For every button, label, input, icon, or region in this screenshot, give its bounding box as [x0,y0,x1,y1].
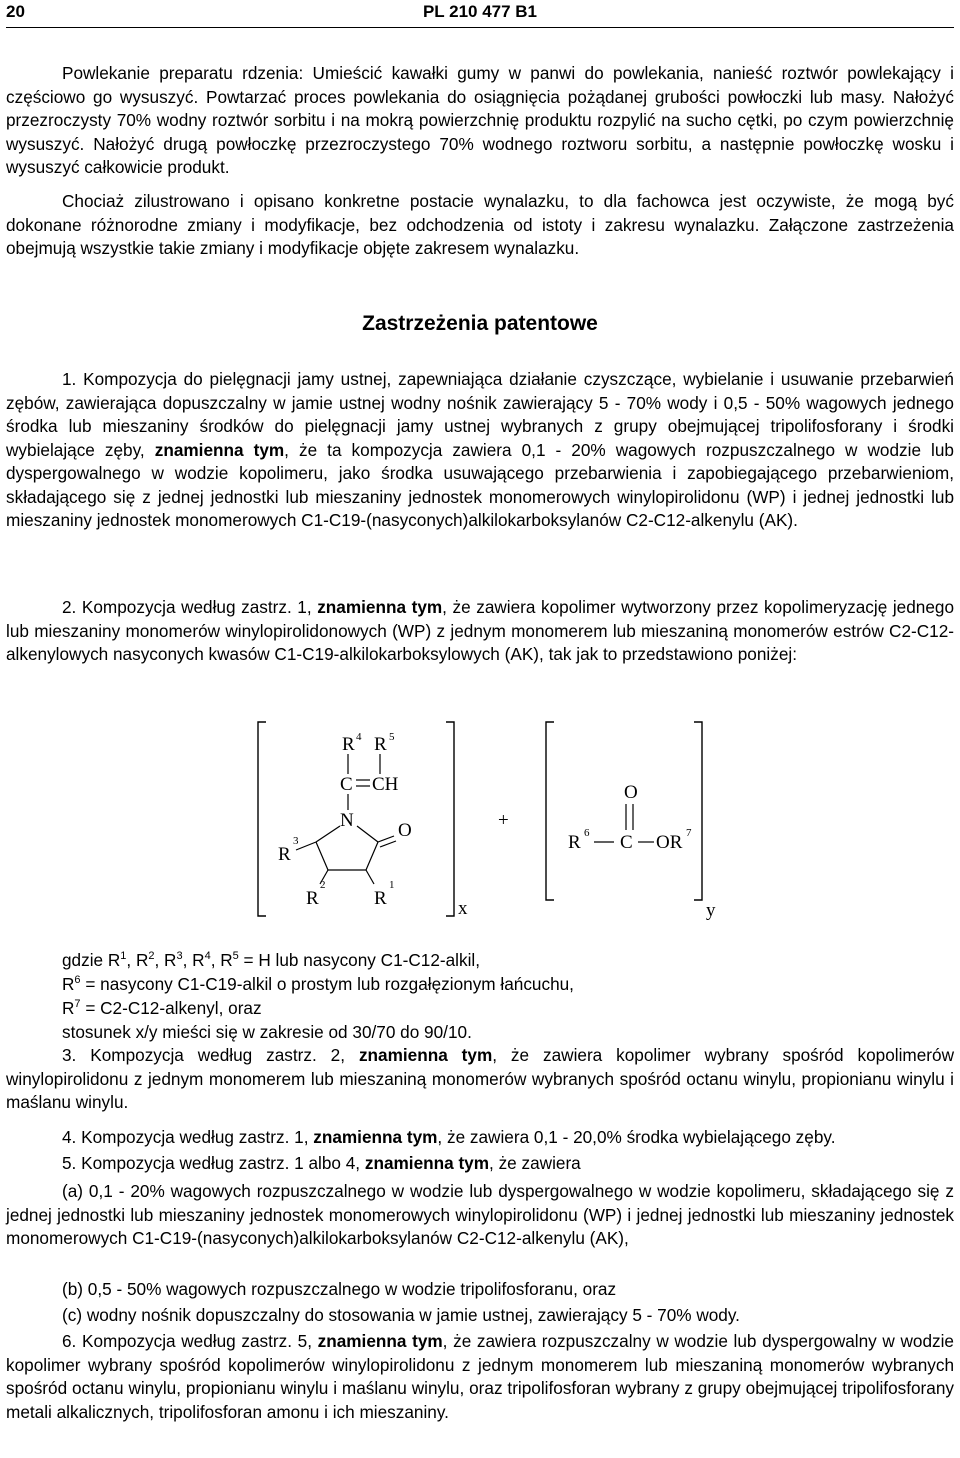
carbonyl-bond-b [380,841,396,847]
claim-5: 5. Kompozycja według zastrz. 1 albo 4, znamienna tym, że zawiera [62,1153,581,1173]
definition-r1-r5: gdzie $R^1$, $R^2$, $R^3$, $R^4$, $R^5 = H$ lub nasycony C1-C12-alkil, [62,950,480,970]
copolymer-structure-formula [258,718,738,930]
bond-r1 [366,870,374,884]
n-label: N [340,810,354,831]
r4-label: R [342,734,355,755]
claim-2: 2. Kompozycja według zastrz. 1, znamienna tym, że zawiera kopolimer wytworzony przez kopolimeryzację jednego lub mieszaniny monomerów winylopirolidonowych (WP) z jednym monomerem lub mieszaniną monomerów estrów C2-C12-alkenylowych nasyconych kwasów C1-C19-alkilokarboksylowych (AK), tak jak to przedstawiono poniżej: [6,597,955,664]
subscript-y: y [706,900,716,921]
claim-3-keyword: znamienna tym [358,1045,493,1065]
page-header [6,2,954,26]
right-bracket-2 [694,722,702,900]
r2-sup: 2 [320,879,326,891]
ring-bond-n-c3 [316,826,340,842]
left-bracket-1 [258,722,266,916]
page-number: 20 [6,2,25,21]
right-bracket-1 [446,722,454,916]
subscript-x: x [458,898,468,919]
or7-label: OR [656,832,683,853]
claim-2-keyword: znamienna tym [317,597,443,617]
r6-label: R [568,832,581,853]
ring-bond-co-c1 [366,842,378,870]
definition-ratio: stosunek x/y mieści się w zakresie od 30/70 do 90/10. [62,1022,472,1042]
ring-bond-c3-c2 [316,842,328,870]
r2-label: R [306,888,319,909]
intro-paragraph-scope: Chociaż zilustrowano i opisano konkretne postacie wynalazku, to dla fachowca jest oczywiste, że mogą być dokonane różnorodne zmiany i modyfikacje, bez odchodzenia od istoty i zakresu wynalazku. Załączone zastrzeżenia obejmują wszystkie takie zmiany i modyfikacje objęte zakresem wynalazku. [6,191,954,258]
r7-sup: 7 [686,827,692,839]
ch-label: CH [372,774,399,795]
ring-bond-n-co [357,826,378,842]
claim-4: 4. Kompozycja według zastrz. 1, znamienna tym, że zawiera 0,1 - 20,0% środka wybielającego zęby. [62,1127,836,1147]
claim-1-keyword: znamienna tym [154,439,285,460]
r5-sup: 5 [389,731,395,743]
ester-c-label: C [620,832,633,853]
left-bracket-2 [546,722,554,900]
claim-6: 6. Kompozycja według zastrz. 5, znamienna tym, że zawiera rozpuszczalny w wodzie lub dyspergowalny w wodzie kopolimer wybrany spośród kopolimerów winylopirolidonu z jednym monomerem lub mieszaniną monomerów wybranych spośród octanu winylu, propionianu winylu i maślanu winylu, oraz tripolifosforan wybrany z grupy obejmującej tripolifosforany metali alkalicznych, tripolifosforan amonu i ich mieszaniny. [6,1331,954,1422]
plus-sign: + [498,810,509,831]
r6-sup: 6 [584,827,590,839]
claim-3: 3. Kompozycja według zastrz. 2, znamienna tym, że zawiera kopolimer wybrany spośród kopolimerów winylopirolidonu z jednym monomerem lub mieszaniną monomerów wybranych spośród octanu winylu, propionianu winylu i maślanu winylu. [6,1045,955,1112]
carbonyl-bond-a [378,836,394,842]
definition-r7: $R^7$ = C2-C12-alkenyl, oraz [62,998,262,1018]
claim-5-item-b: (b) 0,5 - 50% wagowych rozpuszczalnego w wodzie tripolifosforanu, oraz [62,1279,617,1299]
c-label: C [340,774,353,795]
claim-4-keyword: znamienna tym [313,1127,438,1147]
r4-sup: 4 [356,731,362,743]
carbonyl-o-label: O [398,820,412,841]
r3-label: R [278,844,291,865]
r3-sup: 3 [293,835,299,847]
r5-label: R [374,734,387,755]
patent-number: PL 210 477 B1 [422,2,538,21]
header-divider [6,27,954,28]
intro-paragraph-coating: Powlekanie preparatu rdzenia: Umieścić kawałki gumy w panwi do powlekania, nanieść roztwór powlekający i częściowo go wysuszyć. Powtarzać proces powlekania do osiągnięcia pożądanej grubości powłoczki lub masy. Nałożyć przezroczysty 70% wodny roztwór sorbitu i na mokrą powierzchnię produktu rozpylić na sucho cętki, po czym powierzchnię wysuszyć. Nałożyć drugą powłoczkę przezroczystego 70% wodnego roztworu sorbitu, a następnie powłoczkę wosku i wysuszyć całkowicie produkt. [6,63,954,177]
r1-sup: 1 [389,879,395,891]
claim-5-item-c: (c) wodny nośnik dopuszczalny do stosowania w jamie ustnej, zawierający 5 - 70% wody. [62,1305,740,1325]
definition-r6: $R^6$ = nasycony C1-C19-alkil o prostym lub rozgałęzionym łańcuchu, [62,974,574,994]
ester-o-label: O [624,782,638,803]
bond-r3 [296,842,316,850]
claims-title: Zastrzeżenia patentowe [362,312,598,335]
claim-1: 1. Kompozycja do pielęgnacji jamy ustnej, zapewniająca działanie czyszczące, wybielanie i usuwanie przebarwień zębów, zawierająca dopuszczalny w jamie ustnej wodny nośnik zawierający 5 - 70% wody i 0,5 - 50% wagowych jednego środka lub mieszaniny środków do pielęgnacji jamy ustnej wybranych z grupy obejmującej tripolifosforany i środki wybielające zęby, znamienna tym, że ta kompozycja zawiera 0,1 - 20% wagowych rozpuszczalnego w wodzie lub dyspergowalnego w wodzie kopolimeru, jako środka usuwającego przebarwienia i zapobiegającego przebarwieniom, składającego się z jednej jednostki lub mieszaniny jednostek monomerowych winylopirolidonu (WP) i jednej jednostki lub mieszaniny jednostek monomerowych C1-C19-(nasyconych)alkilokarboksylanów C2-C12-alkenylu (AK). [6,369,954,530]
structure-svg [258,718,738,930]
claim-6-keyword: znamienna tym [317,1331,443,1351]
claim-5-keyword: znamienna tym [364,1153,490,1173]
claim-5-item-a: (a) 0,1 - 20% wagowych rozpuszczalnego w wodzie lub dyspergowalnego w wodzie kopolimeru, składającego się z jednej jednostki lub mieszaniny jednostek monomerowych winylopirolidonu (WP) i jednej jednostki lub mieszaniny jednostek monomerowych C1-C19-(nasyconych)alkilokarboksylanów C2-C12-alkenylu (AK), [6,1181,954,1248]
substituent-definitions [62,948,954,1044]
r1-label: R [374,888,387,909]
